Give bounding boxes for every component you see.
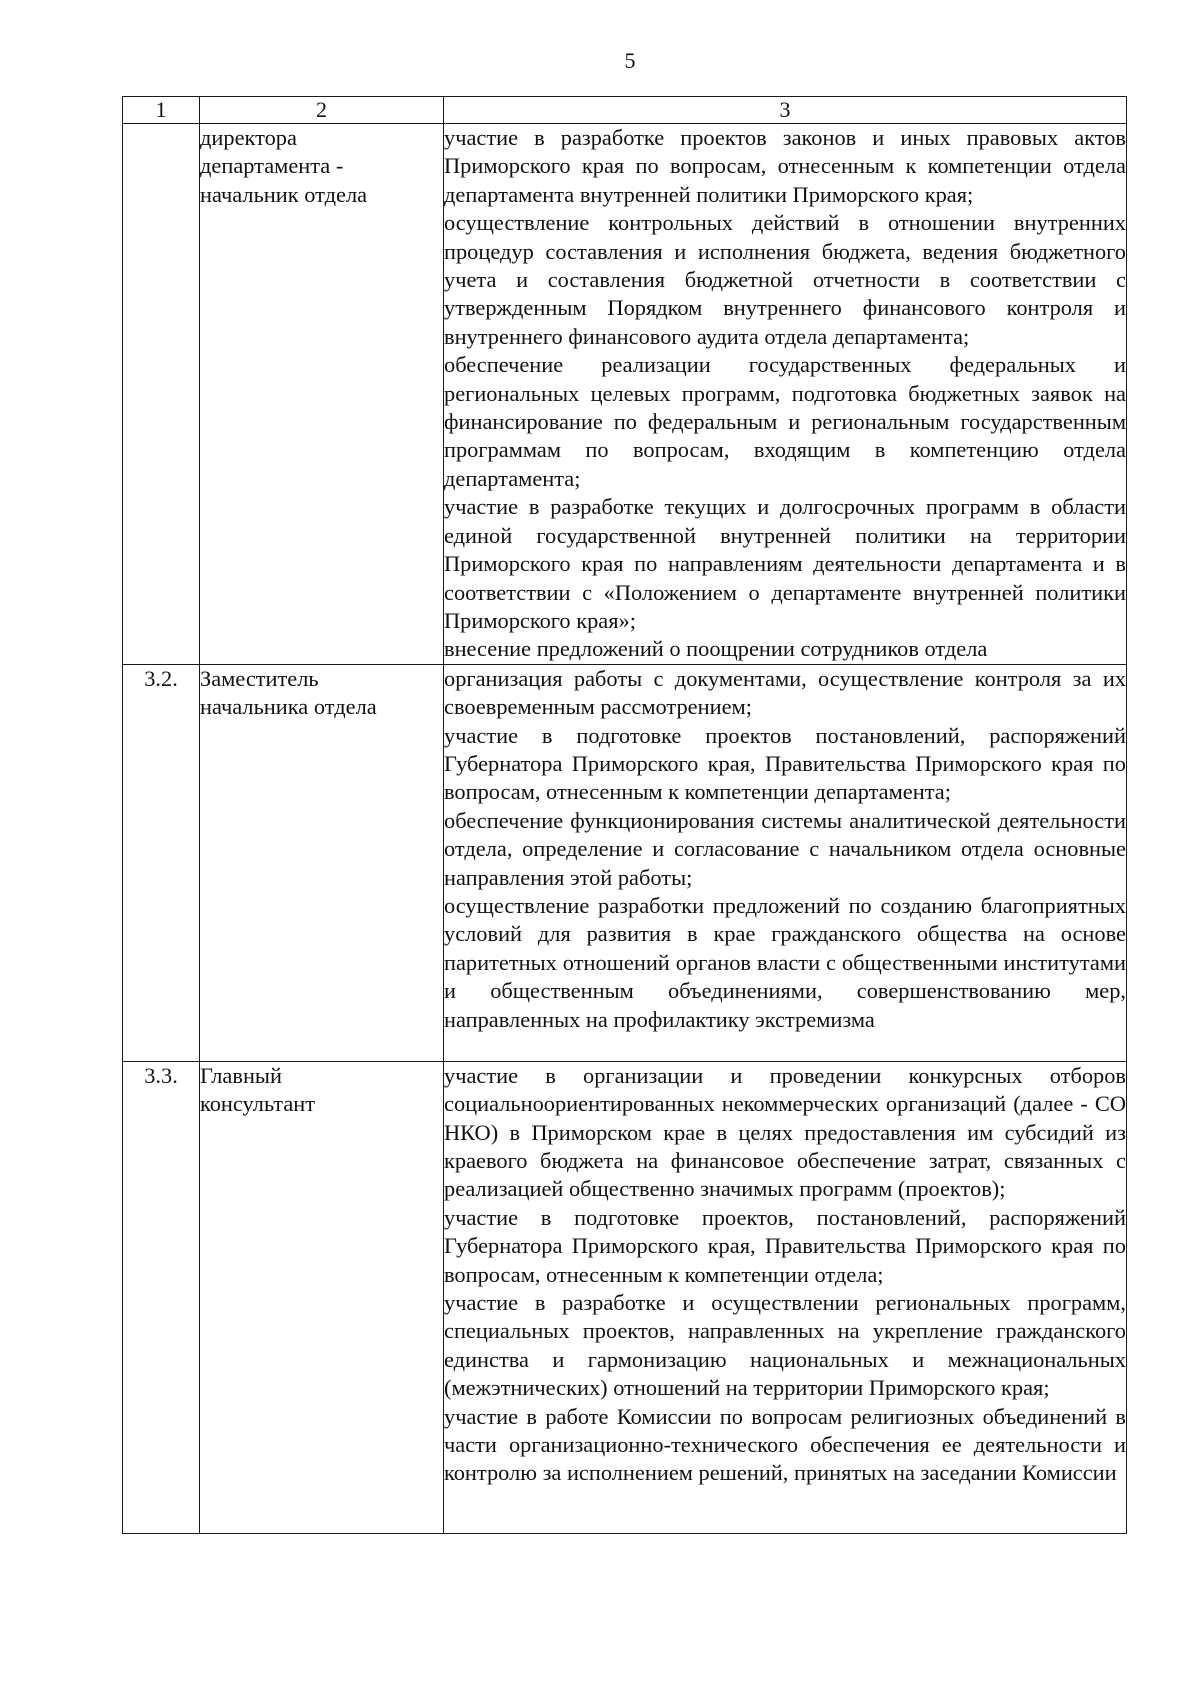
positions-table — [122, 96, 1127, 1534]
row-number: 3.2. — [123, 664, 200, 1061]
duties-cell — [444, 664, 1127, 1061]
table-header-row — [123, 97, 1127, 124]
column-header-position: 2 — [200, 97, 444, 124]
position-title-text: директора департамента - начальник отдела — [200, 125, 368, 207]
table-row — [123, 1061, 1127, 1533]
position-title — [200, 124, 444, 665]
table-row — [123, 664, 1127, 1061]
duty-paragraph: осуществление разработки предложений по созданию благоприятных условий для развития в крае гражданского общества на основе паритетных отношений органов власти с общественными институтами и общественным объединениями, совершенствованию мер, направленных на профилактику экстремизма — [444, 892, 1126, 1032]
duty-paragraph: организация работы с документами, осуществление контроля за их своевременным рассмотрением; — [444, 665, 1126, 720]
duty-paragraph: участие в разработке проектов законов и иных правовых актов Приморского края по вопросам, отнесенным к компетенции отдела департамента внутренней политики Приморского края; — [444, 125, 1126, 207]
duties-cell — [444, 1061, 1127, 1533]
duties-cell — [444, 124, 1127, 665]
table-row — [123, 124, 1127, 665]
duty-paragraph: участие в работе Комиссии по вопросам религиозных объединений в части организационно-технического обеспечения ее деятельности и контролю за исполнением решений, принятых на заседании Комиссии — [444, 1403, 1126, 1486]
duty-paragraph: обеспечение функционирования системы аналитической деятельности отдела, определение и согласование с начальником отдела основные направления этой работы; — [444, 807, 1126, 890]
position-title-text: Главный консультант — [200, 1062, 316, 1117]
position-title — [200, 664, 444, 1061]
row-number: 3.3. — [123, 1061, 200, 1533]
page-number: 5 — [624, 48, 636, 73]
duty-paragraph: участие в разработке и осуществлении региональных программ, специальных проектов, направленных на укрепление гражданского единства и гармонизацию национальных и межнациональных (межэтнических) отношений на территории Приморского края; — [444, 1289, 1126, 1401]
duty-paragraph: участие в подготовке проектов постановлений, распоряжений Губернатора Приморского края, Правительства Приморского края по вопросам, отнесенным к компетенции департамента; — [444, 722, 1126, 805]
row-number — [123, 124, 200, 665]
column-header-number: 1 — [123, 97, 200, 124]
column-header-duties: 3 — [444, 97, 1127, 124]
position-title-text: Заместитель начальника отдела — [200, 665, 377, 720]
duty-paragraph: участие в организации и проведении конкурсных отборов социальноориентированных некоммерческих организаций (далее - СО НКО) в Приморском крае в целях предоставления им субсидий из краевого бюджета на финансовое обеспечение затрат, связанных с реализацией общественно значимых программ (проектов); — [444, 1062, 1126, 1202]
duty-paragraph: осуществление контрольных действий в отношении внутренних процедур составления и исполнения бюджета, ведения бюджетного учета и составления бюджетной отчетности в соответствии с утвержденным Порядком внутреннего финансового контроля и внутреннего финансового аудита отдела департамента; — [444, 210, 1126, 349]
position-title — [200, 1061, 444, 1533]
duty-paragraph: участие в разработке текущих и долгосрочных программ в области единой государственной внутренней политики на территории Приморского края по направлениям деятельности департамента и в соответствии с «Положением о департаменте внутренней политики Приморского края»; — [444, 494, 1126, 633]
duty-paragraph: участие в подготовке проектов, постановлений, распоряжений Губернатора Приморского края, Правительства Приморского края по вопросам, отнесенным к компетенции отдела; — [444, 1204, 1126, 1287]
duty-paragraph: обеспечение реализации государственных федеральных и региональных целевых программ, подготовка бюджетных заявок на финансирование по федеральным и региональным государственным программам по вопросам, входящим в компетенцию отдела департамента; — [444, 352, 1126, 491]
duty-paragraph: внесение предложений о поощрении сотрудников отдела — [444, 636, 988, 662]
